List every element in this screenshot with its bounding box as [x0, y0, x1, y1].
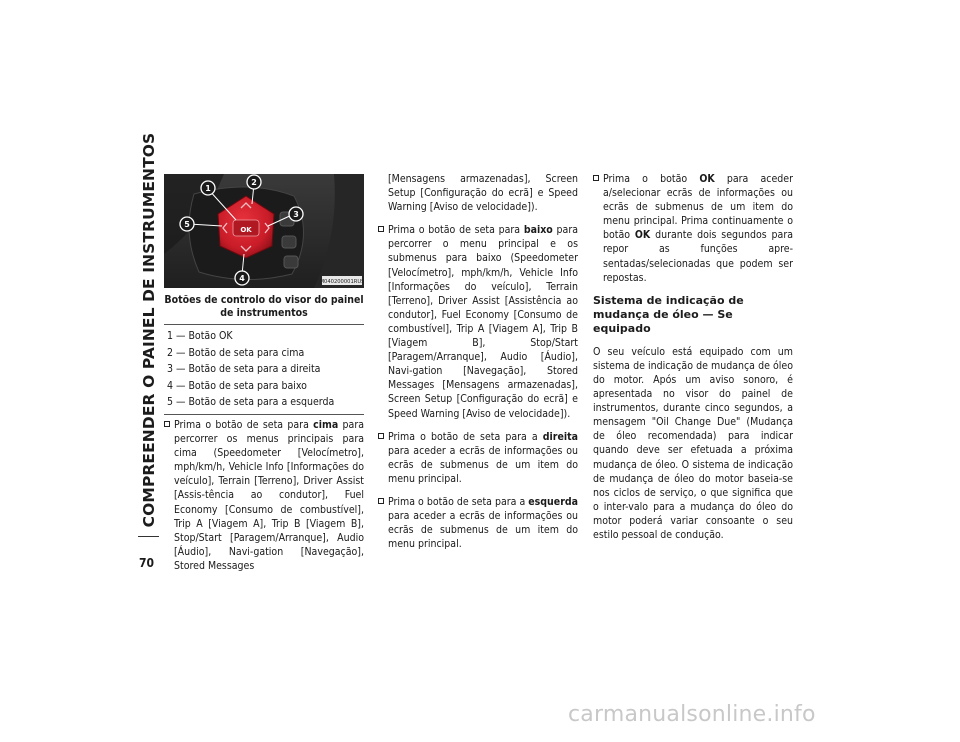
oil-change-heading: Sistema de indicação de mudança de óleo — Se equipado	[593, 293, 744, 335]
column-1	[164, 418, 364, 582]
legend-item: 5 — Botão de seta para a esquerda	[167, 396, 335, 408]
bullet-left-arrow: Prima o botão de seta para a esquerda para aceder a ecrãs de informações ou ecrãs de submenus de um item do menu principal.	[378, 495, 578, 551]
bullet-right-arrow: Prima o botão de seta para a direita para aceder a ecrãs de informações ou ecrãs de submenus de um item do menu principal.	[378, 430, 578, 486]
bullet-down-arrow: Prima o botão de seta para baixo para percorrer o menu principal e os submenus para baixo (Speedometer [Velocímetro], mph/km/h, Vehicle Info [Informações do veículo], Terrain [Terreno], Driver Assist [Assistência ao condutor], Fuel Economy [Consumo de combustível], Trip A [Viagem A], Trip B [Viagem B], Stop/Start [Paragem/Arranque], Audio [Áudio], Navi-gation [Navegação], Stored Messages [Mensagens armazenadas], Screen Setup [Configuração do ecrã] e Speed Warning [Aviso de velocidade]).	[378, 223, 578, 420]
callout-4: 4	[239, 274, 245, 283]
figure-caption: Botões de controlo do visor do painel de instrumentos	[164, 294, 364, 319]
section-title	[136, 132, 162, 528]
page-number-rule	[138, 536, 159, 537]
callout-2: 2	[251, 178, 257, 187]
legend-bottom-rule	[164, 414, 364, 415]
column-3	[593, 172, 793, 542]
callout-5: 5	[184, 220, 190, 229]
legend-item: 3 — Botão de seta para a direita	[167, 363, 321, 375]
bullet-ok-button: Prima o botão OK para aceder a/selecionar ecrãs de informações ou ecrãs de submenus de um item do menu principal. Prima continuamente o botão OK durante dois segundos para repor as funções apre-sentadas/selecionadas que podem ser repostas.	[593, 172, 793, 285]
legend-item: 4 — Botão de seta para baixo	[167, 379, 307, 392]
footer-watermark: carmanualsonline.info	[568, 702, 816, 727]
steering-controls-illustration	[164, 174, 364, 288]
legend-item: 1 — Botão OK	[167, 330, 233, 342]
figure-code: M040200001RUS	[319, 279, 364, 285]
bullet-up-arrow-continued: [Mensagens armazenadas], Screen Setup [Configuração do ecrã] e Speed Warning [Aviso de velocidade]).	[388, 173, 578, 214]
section-title-text: COMPREENDER O PAINEL DE INSTRUMENTOS	[140, 132, 158, 528]
bullet-up-arrow: Prima o botão de seta para cima para percorrer os menus principais para cima (Speedometer [Velocímetro], mph/km/h, Vehicle Info [Informações do veículo], Terrain [Terreno], Driver Assist [Assis-tência ao condutor], Fuel Economy [Consumo de combustível], Trip A [Viagem A], Trip B [Viagem B], Stop/Start [Paragem/Arranque], Audio [Áudio], Navi-gation [Navegação], Stored Messages	[164, 418, 364, 573]
legend-list	[167, 328, 364, 411]
column-2	[378, 172, 578, 560]
ok-button-label: OK	[240, 226, 252, 234]
legend-top-rule	[164, 324, 364, 325]
oil-change-paragraph: O seu veículo está equipado com um sistema de indicação de mudança de óleo do motor. Após um aviso sonoro, é apresentada no visor do painel de instrumentos, durante cinco segundos, a mensagem "Oil Change Due" (Mudança de óleo recomendada) para indicar quando deve ser efetuada a próxima mudança de óleo. O sistema de indicação de mudança de óleo do motor baseia-se nos ciclos de serviço, o que significa que o inter-valo para a mudança do óleo do motor poderá variar consoante o seu estilo pessoal de condução.	[593, 345, 793, 541]
legend-item: 2 — Botão de seta para cima	[167, 346, 305, 359]
page-number: 70	[139, 556, 155, 570]
callout-3: 3	[293, 210, 299, 219]
callout-1: 1	[205, 184, 211, 193]
steering-controls-figure	[164, 174, 364, 288]
figure-legend	[164, 324, 364, 415]
